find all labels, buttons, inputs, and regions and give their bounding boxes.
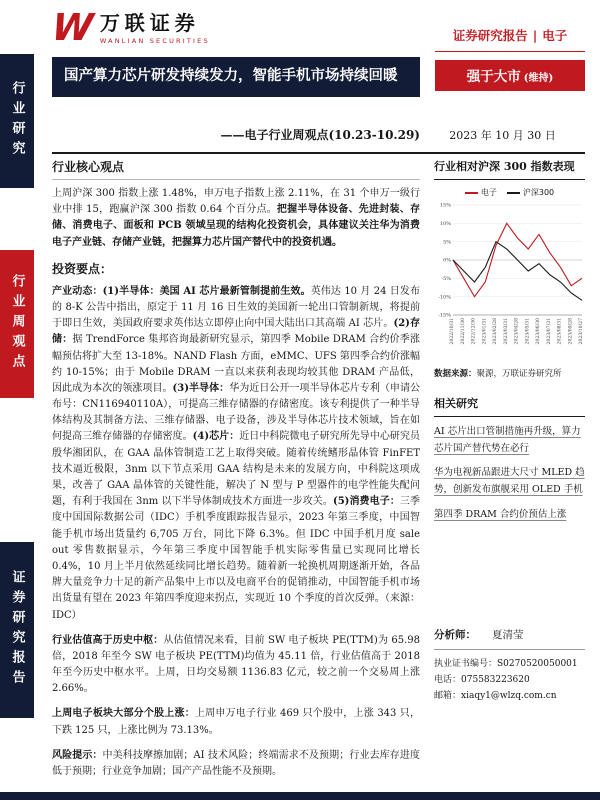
title-row: [52, 57, 585, 97]
text-run: 风险提示：: [52, 749, 103, 761]
analyst-cert: [434, 657, 585, 673]
text-run: 把握半导体设备、先进封装、存储、消费电子、面板和 PCB 领域呈现的结构化投资机会，具体建议关注华为消费电子产业链、存储产业链，把握算力芯片国产替代中的投资机遇。: [52, 204, 420, 248]
main-content: [52, 158, 585, 789]
svg-text:15%: 15%: [439, 202, 451, 209]
svg-text:2023/04/28: 2023/04/28: [514, 318, 520, 345]
svg-text:5%: 5%: [443, 239, 451, 246]
analyst-row: [434, 627, 585, 650]
analyst-label: 分析师：: [434, 629, 476, 642]
svg-text:2023/10/27: 2023/10/27: [579, 318, 584, 345]
analyst-phone-value: 075583223620: [461, 674, 530, 685]
related-research-heading: 相关研究: [434, 395, 585, 417]
body-column: [52, 158, 420, 789]
chart-legend: [434, 187, 585, 198]
text-run: 产业动态：: [52, 285, 103, 297]
analyst-cert-value: S0270520050001: [497, 659, 578, 670]
footer-bar: [0, 792, 600, 800]
analyst-email-value[interactable]: xiaqy1@wlzq.com.cn: [461, 690, 557, 701]
report-type-divider: |: [532, 28, 538, 43]
core-view-paragraph: [52, 186, 420, 251]
text-run: 上周电子板块大部分个股上涨：: [52, 708, 195, 720]
analyst-email: [434, 689, 585, 705]
stocks-performance-paragraph: [52, 706, 420, 738]
related-research-list: [434, 424, 585, 523]
performance-chart: [434, 199, 585, 359]
text-run: 从估值情况来看，目前 SW 电子板块 PE(TTM)为 65.98 倍，2018 年至今 SW 电子板块 PE(TTM)均值为 45.11 倍，行业估值高于 2018 年至今历史中枢水平。上周，日均交易额 1136.83 亿元，较之前一个交易周上涨 2.66%。: [52, 634, 421, 695]
text-run: 据 TrendForce 集邦咨询最新研究显示，第四季 Mobile DRAM 合约价季涨幅预估将扩大至 13-18%。NAND Flash 方面，eMMC、UFS 第四季合约价涨幅约 10-15%；由于 Mobile DRAM 一直以来获利表现均较其他 DRAM 产品低，因此成为本次的领涨项目。: [52, 334, 420, 394]
svg-text:2023/09/28: 2023/09/28: [568, 318, 574, 345]
text-run: 中美科技摩擦加剧；AI 技术风险；终端需求不及预期；行业去库存进度低于预期；行业竞争加剧；国产产品性能不及预期。: [52, 749, 421, 777]
report-type-tag: [435, 26, 585, 52]
svg-text:10%: 10%: [439, 220, 451, 227]
side-column: [434, 158, 585, 789]
brand-logo: [49, 6, 210, 49]
related-research-item[interactable]: AI 芯片出口管制措施再升级，算力芯片国产替代势在必行: [434, 426, 581, 454]
risk-warning-paragraph: [52, 748, 420, 780]
legend-label: 沪深300: [522, 188, 555, 197]
rating-badge: [435, 60, 585, 91]
legend-item: [507, 187, 554, 198]
svg-text:2023/03/31: 2023/03/31: [503, 318, 509, 345]
svg-text:2022/11/30: 2022/11/30: [460, 318, 466, 345]
text-run: 行业估值高于历史中枢：: [52, 634, 164, 646]
rating-text: 强于大市: [466, 69, 521, 85]
svg-text:2023/02/28: 2023/02/28: [493, 318, 498, 345]
text-run: (1)半导体：美国 AI 芯片最新管制提前生效。: [102, 285, 311, 297]
text-run: (2)存储：: [52, 318, 421, 346]
text-run: 上周申万电子行业 469 只个股中，上涨 343 只，下跌 125 只，上涨比例为 73.13%。: [52, 708, 421, 736]
brand-names: [100, 10, 210, 45]
investment-points-heading: 投资要点：: [52, 261, 113, 276]
legend-line-swatch: [465, 192, 478, 194]
svg-text:2023/06/30: 2023/06/30: [536, 318, 541, 345]
sidebar-item-research-report: 证券研究报告: [0, 542, 34, 718]
legend-item: [465, 187, 497, 198]
svg-text:-10%: -10%: [438, 294, 451, 301]
core-view-heading: 行业核心观点: [52, 158, 420, 180]
report-type-label: 证券研究报告: [452, 28, 528, 43]
rating-suffix: (维持): [523, 73, 554, 84]
related-research-item[interactable]: 第四季 DRAM 合约价预估上涨: [434, 508, 567, 520]
analyst-name: 夏清莹: [492, 629, 524, 642]
data-source-label: 数据来源：: [434, 369, 477, 379]
svg-text:0%: 0%: [443, 257, 451, 264]
text-run: (5)消费电子：: [332, 496, 400, 508]
svg-text:2022/12/30: 2022/12/30: [471, 318, 477, 345]
related-research-item[interactable]: 华为电视新品跟进大尺寸 MLED 趋势，创新发布旗舰采用 OLED 手机: [434, 467, 585, 495]
text-run: 上周沪深 300 指数上涨 1.48%，申万电子指数上涨 2.11%，在 31 个申万一级行业中排 15，跑赢沪深 300 指数 0.64 个百分点。: [52, 188, 420, 216]
chart-heading: 行业相对沪深 300 指数表现: [434, 158, 585, 180]
text-run: (4)芯片：: [192, 431, 240, 443]
svg-text:2023/01/31: 2023/01/31: [482, 318, 488, 345]
sidebar-item-weekly-view: 行业周观点: [0, 250, 34, 398]
data-source-value: 聚源，万联证券研究所: [476, 369, 562, 379]
sidebar-item-industry-research: 行业研究: [0, 54, 34, 188]
legend-label: 电子: [480, 188, 497, 197]
industry-dynamics-paragraph: [52, 284, 420, 624]
text-run: 三季度中国国际数据公司（IDC）手机季度跟踪报告显示，2023 年第三季度，中国智能手机市场出货量约 6,705 万台，同比下降 6.3%。但 IDC 中国手机月度 sale out 零售数据显示，今年第三季度中国智能手机实际零售量已实现同比增长 0.4%，10 月上半月依然延续同比增长趋势。随着新一轮换机周期逐渐开始，各品牌大量竞争力十足的新产品集中上市以及电商平台的促销推动，中国智能手机市场出货量有望在 2023 年第四季度迎来拐点，实现近 10 个季度的首次反弹。（来源：IDC）: [52, 496, 420, 621]
svg-text:2022/10/31: 2022/10/31: [450, 318, 455, 345]
brand-name-en: WANLIAN SECURITIES: [99, 37, 210, 45]
brand-name-cn: 万联证券: [99, 11, 200, 35]
report-title: 国产算力芯片研发持续发力，智能手机市场持续回暖: [52, 57, 420, 97]
data-source: [434, 367, 585, 379]
brand-logo-icon: W: [49, 6, 96, 49]
legend-line-swatch: [507, 192, 520, 194]
report-subtitle: ——电子行业周观点(10.23-10.29): [220, 128, 420, 142]
subtitle-row: [52, 126, 585, 154]
text-run: 英伟达 10 月 24 日发布的 8-K 公告中指出，原定于 11 月 16 日生效的美国新一轮出口管制新规，将提前于即日生效，美国政府要求英伟达立即停止向中国大陆出口其高端 AI 芯片。: [52, 285, 420, 330]
svg-text:-5%: -5%: [441, 275, 451, 282]
analyst-cert-label: 执业证书编号：: [434, 659, 498, 670]
report-sector-label: 电子: [542, 28, 568, 43]
text-run: 华为近日公开一项半导体芯片专利（申请公布号：CN116940110A），可提高三维存储器的存储密度。该专利提供了一种半导体结构及其制备方法、三维存储器、电子设备，涉及半导体芯片技术领域，旨在如何提高三维存储器的存储密度。: [52, 382, 421, 443]
svg-text:2023/08/31: 2023/08/31: [557, 318, 563, 345]
valuation-paragraph: [52, 633, 420, 698]
analyst-email-label: 邮箱：: [434, 690, 462, 701]
analyst-phone-label: 电话：: [434, 674, 462, 685]
text-run: 近日中科院微电子研究所先导中心研究员殷华湘团队，在 GAA 晶体管制造工艺上取得突破。随着传统鳍形晶体管 FinFET 技术逼近极限，3nm 以下节点采用 GAA 结构是未来的发展方向，中科院这项成果，改善了 GAA 晶体管的关键性能，解决了 N 型与 P 型器件的电学性能失配问题，有利于我国在 3nm 以下半导体制成技术方面进一步攻关。: [52, 431, 421, 508]
svg-text:2023/07/31: 2023/07/31: [546, 318, 552, 345]
svg-text:2023/05/31: 2023/05/31: [525, 318, 531, 345]
svg-text:-15%: -15%: [438, 312, 451, 319]
report-date: 2023 年 10 月 30 日: [449, 129, 556, 142]
text-run: (3)半导体：: [172, 382, 230, 394]
analyst-phone: [434, 673, 585, 689]
